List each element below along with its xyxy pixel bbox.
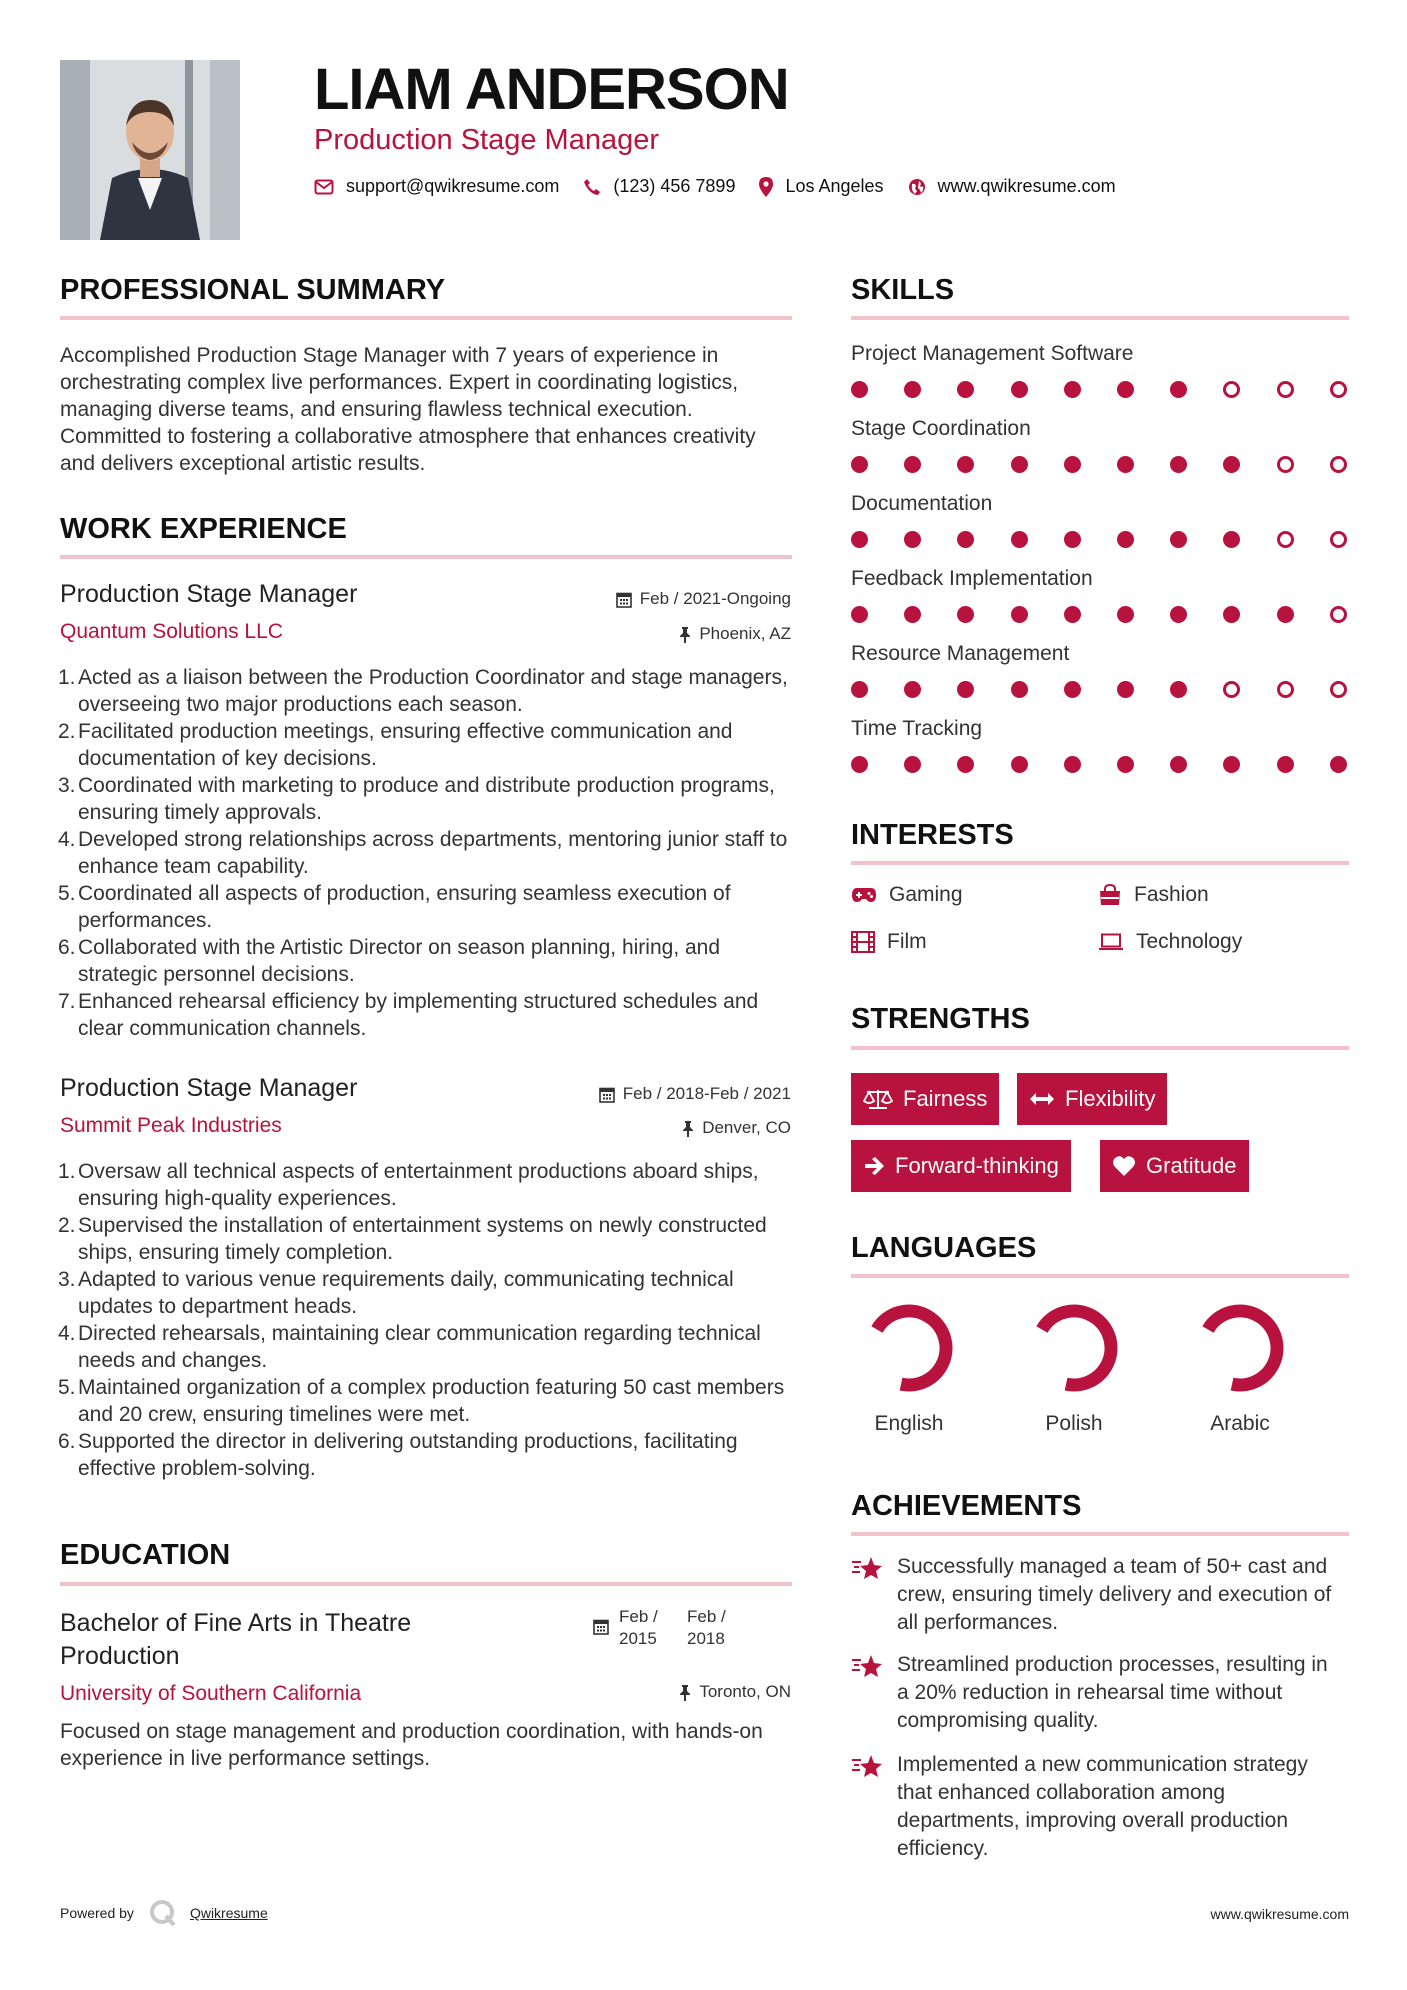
skill-rating — [851, 456, 1351, 476]
rating-dot-filled — [1170, 531, 1187, 548]
list-item — [60, 826, 795, 880]
strength-gratitude — [1100, 1140, 1249, 1192]
language-level-arc — [1192, 1300, 1288, 1396]
list-number: 5. — [58, 882, 76, 905]
rating-dot-filled — [1064, 531, 1081, 548]
rating-dot-filled — [1011, 531, 1028, 548]
education-divider — [60, 1582, 792, 1586]
list-item — [60, 1158, 795, 1212]
achievement-item — [851, 1553, 1337, 1637]
summary-heading: PROFESSIONAL SUMMARY — [60, 274, 446, 306]
rating-dot-filled — [851, 456, 868, 473]
rating-dot-empty — [1277, 681, 1294, 698]
laptop-icon — [1098, 933, 1124, 951]
rating-dot-filled — [1170, 606, 1187, 623]
rating-dot-empty — [1330, 456, 1347, 473]
rating-dot-filled — [1170, 681, 1187, 698]
rating-dot-filled — [957, 531, 974, 548]
interest-label: Film — [887, 930, 927, 953]
interest-label: Gaming — [889, 883, 963, 906]
powered-by-text: Powered by — [60, 1905, 134, 1921]
strength-label: Fairness — [903, 1086, 988, 1111]
shopping-bag-icon — [1098, 884, 1122, 906]
skill-name: Documentation — [851, 492, 993, 515]
skills-divider — [851, 316, 1349, 320]
rating-dot-empty — [1277, 456, 1294, 473]
phone-text: (123) 456 7899 — [613, 176, 736, 196]
rating-dot-filled — [904, 606, 921, 623]
rating-dot-empty — [1223, 381, 1240, 398]
pin-icon — [679, 1684, 691, 1701]
shooting-star-icon — [851, 1653, 883, 1679]
rating-dot-filled — [1117, 531, 1134, 548]
language-level-arc — [861, 1300, 957, 1396]
rating-dot-filled — [1064, 756, 1081, 773]
list-item — [60, 934, 795, 988]
rating-dot-filled — [1223, 756, 1240, 773]
interest-label: Fashion — [1134, 883, 1209, 906]
skill-name: Stage Coordination — [851, 417, 1031, 440]
rating-dot-filled — [957, 456, 974, 473]
pin-icon — [679, 626, 691, 643]
language-label: Arabic — [1210, 1412, 1270, 1435]
rating-dot-filled — [1170, 381, 1187, 398]
rating-dot-filled — [1064, 681, 1081, 698]
bullet-text: Maintained organization of a complex production featuring 50 cast members and 20 crew, ensuring timelines were met. — [78, 1376, 785, 1426]
rating-dot-filled — [851, 531, 868, 548]
job-title: Production Stage Manager — [60, 1074, 358, 1102]
strengths-heading: STRENGTHS — [851, 1003, 1030, 1035]
contact-website[interactable] — [908, 176, 1116, 197]
list-item — [60, 1212, 795, 1266]
candidate-name: LIAM ANDERSON — [314, 57, 789, 122]
rating-dot-filled — [1064, 381, 1081, 398]
profile-photo — [60, 60, 240, 240]
achievement-text: Streamlined production processes, resulting in a 20% reduction in rehearsal time without compromising quality. — [897, 1653, 1328, 1732]
skill-name: Feedback Implementation — [851, 567, 1093, 590]
rating-dot-filled — [1117, 381, 1134, 398]
skills-heading: SKILLS — [851, 274, 955, 306]
interest-label: Technology — [1136, 930, 1243, 953]
language-item — [849, 1300, 969, 1436]
education-degree: Bachelor of Fine Arts in Theatre Production — [60, 1609, 412, 1670]
skill-rating — [851, 606, 1351, 626]
list-number: 6. — [58, 1430, 76, 1453]
interests-divider — [851, 861, 1349, 865]
rating-dot-filled — [1223, 531, 1240, 548]
job-dates — [616, 589, 791, 609]
achievement-item — [851, 1751, 1337, 1863]
language-level-ring — [861, 1300, 957, 1396]
rating-dot-filled — [1011, 456, 1028, 473]
rating-dot-filled — [904, 681, 921, 698]
summary-text: Accomplished Production Stage Manager with 7 years of experience in orchestrating complex live performances. Expert in coordinating logistics, managing diverse teams, and ensuring flawless technical execution. Committed to fostering a collaborative atmosphere that enhances creativity and delivers exceptional artistic results. — [60, 344, 756, 475]
job-location — [682, 1118, 791, 1138]
list-item — [60, 1374, 795, 1428]
experience-divider — [60, 555, 792, 559]
interest-gaming — [851, 883, 963, 907]
rating-dot-filled — [851, 681, 868, 698]
candidate-title: Production Stage Manager — [314, 124, 659, 156]
education-location — [679, 1682, 791, 1702]
shooting-star-icon — [851, 1555, 883, 1581]
contact-phone[interactable] — [583, 176, 735, 197]
rating-dot-filled — [904, 381, 921, 398]
rating-dot-filled — [904, 756, 921, 773]
rating-dot-filled — [1117, 606, 1134, 623]
rating-dot-filled — [1064, 456, 1081, 473]
education-location-text: Toronto, ON — [699, 1682, 791, 1701]
film-icon — [851, 931, 875, 953]
summary-divider — [60, 316, 792, 320]
job-location — [679, 624, 791, 644]
rating-dot-empty — [1330, 531, 1347, 548]
education-start: Feb / 2015 — [619, 1607, 658, 1648]
rating-dot-filled — [957, 606, 974, 623]
list-number: 7. — [58, 990, 76, 1013]
calendar-icon — [593, 1618, 609, 1635]
rating-dot-filled — [1011, 681, 1028, 698]
bullet-text: Supported the director in delivering outstanding productions, facilitating effective problem-solving. — [78, 1430, 738, 1480]
rating-dot-filled — [1011, 381, 1028, 398]
achievement-item — [851, 1651, 1337, 1735]
achievement-text: Successfully managed a team of 50+ cast and crew, ensuring timely delivery and execution of all performances. — [897, 1555, 1332, 1634]
language-level-arc — [1026, 1300, 1122, 1396]
job-dates-text: Feb / 2018-Feb / 2021 — [622, 1084, 791, 1103]
bullet-text: Directed rehearsals, maintaining clear communication regarding technical needs and changes. — [78, 1322, 761, 1372]
language-item — [1180, 1300, 1300, 1436]
strength-label: Forward-thinking — [895, 1153, 1059, 1178]
achievements-divider — [851, 1532, 1349, 1536]
list-item — [60, 988, 795, 1042]
achievements-heading: ACHIEVEMENTS — [851, 1490, 1082, 1522]
rating-dot-filled — [1064, 606, 1081, 623]
rating-dot-empty — [1277, 381, 1294, 398]
interest-film — [851, 930, 927, 954]
email-text: support@qwikresume.com — [346, 176, 560, 196]
location-text: Los Angeles — [785, 176, 884, 196]
rating-dot-filled — [957, 756, 974, 773]
job-dates-text: Feb / 2021-Ongoing — [639, 589, 791, 608]
qwikresume-link[interactable]: Qwikresume — [189, 1905, 268, 1921]
list-number: 4. — [58, 1322, 76, 1345]
rating-dot-filled — [957, 381, 974, 398]
strength-fairness — [851, 1073, 999, 1125]
list-number: 3. — [58, 1268, 76, 1291]
contact-bar — [314, 176, 1140, 197]
skill-rating — [851, 531, 1351, 551]
contact-location — [759, 176, 883, 197]
list-item — [60, 1320, 795, 1374]
bullet-text: Enhanced rehearsal efficiency by implementing structured schedules and clear communication channels. — [78, 990, 759, 1040]
education-description: Focused on stage management and production coordination, with hands-on experience in live performance settings. — [60, 1720, 763, 1770]
rating-dot-filled — [1277, 606, 1294, 623]
list-item — [60, 880, 795, 934]
education-school: University of Southern California — [60, 1682, 362, 1705]
footer-powered-by — [60, 1898, 268, 1928]
rating-dot-filled — [1223, 456, 1240, 473]
rating-dot-filled — [851, 381, 868, 398]
rating-dot-filled — [1011, 756, 1028, 773]
rating-dot-filled — [957, 681, 974, 698]
strength-label: Flexibility — [1065, 1086, 1156, 1111]
skill-rating — [851, 681, 1351, 701]
bullet-text: Developed strong relationships across departments, mentoring junior staff to enhance team capability. — [78, 828, 788, 878]
strength-label: Gratitude — [1146, 1153, 1237, 1178]
list-number: 2. — [58, 720, 76, 743]
gamepad-icon — [851, 887, 877, 903]
language-level-ring — [1026, 1300, 1122, 1396]
qwikresume-logo-icon — [148, 1898, 178, 1928]
language-level-ring — [1192, 1300, 1288, 1396]
list-number: 2. — [58, 1214, 76, 1237]
bullet-text: Facilitated production meetings, ensuring effective communication and documentation of key decisions. — [78, 720, 733, 770]
interest-technology — [1098, 930, 1242, 954]
job-title: Production Stage Manager — [60, 580, 358, 608]
heart-icon — [1112, 1155, 1136, 1177]
rating-dot-filled — [851, 606, 868, 623]
experience-heading: WORK EXPERIENCE — [60, 513, 347, 545]
rating-dot-filled — [904, 531, 921, 548]
rating-dot-empty — [1330, 606, 1347, 623]
list-item — [60, 772, 795, 826]
job-company: Summit Peak Industries — [60, 1114, 282, 1137]
education-heading: EDUCATION — [60, 1539, 231, 1571]
rating-dot-filled — [1011, 606, 1028, 623]
envelope-icon — [314, 179, 334, 195]
job-location-text: Denver, CO — [702, 1118, 791, 1137]
language-label: Polish — [1045, 1412, 1103, 1435]
globe-icon — [908, 178, 926, 196]
rating-dot-empty — [1330, 681, 1347, 698]
achievement-text: Implemented a new communication strategy that enhanced collaboration among departments, improving overall production efficiency. — [897, 1753, 1308, 1860]
bullet-text: Acted as a liaison between the Production Coordinator and stage managers, overseeing two major productions each season. — [78, 666, 788, 716]
balance-scale-icon — [863, 1088, 893, 1110]
list-item — [60, 1266, 795, 1320]
education-dates — [593, 1606, 747, 1650]
job-dates — [599, 1084, 791, 1104]
strengths-divider — [851, 1046, 1349, 1050]
rating-dot-filled — [1117, 456, 1134, 473]
list-number: 6. — [58, 936, 76, 959]
skill-name: Project Management Software — [851, 342, 1134, 365]
skill-rating — [851, 756, 1351, 776]
pin-icon — [682, 1120, 694, 1137]
job-bullets — [60, 1158, 795, 1482]
job-company: Quantum Solutions LLC — [60, 620, 283, 643]
list-item — [60, 664, 795, 718]
website-text: www.qwikresume.com — [937, 176, 1116, 196]
arrows-horizontal-icon — [1029, 1092, 1055, 1106]
phone-icon — [583, 178, 601, 196]
job-bullets — [60, 664, 795, 1042]
language-label: English — [874, 1412, 944, 1435]
list-number: 4. — [58, 828, 76, 851]
list-item — [60, 1428, 795, 1482]
job-location-text: Phoenix, AZ — [699, 624, 791, 643]
skill-rating — [851, 381, 1351, 401]
list-number: 5. — [58, 1376, 76, 1399]
interests-heading: INTERESTS — [851, 819, 1014, 851]
footer-url[interactable]: www.qwikresume.com — [1210, 1906, 1349, 1922]
bullet-text: Coordinated with marketing to produce and distribute production programs, ensuring timely approvals. — [78, 774, 775, 824]
map-marker-icon — [759, 177, 773, 197]
languages-divider — [851, 1274, 1349, 1278]
education-end: Feb / 2018 — [687, 1607, 726, 1648]
arrow-right-icon — [863, 1156, 885, 1176]
strength-forward-thinking — [851, 1140, 1071, 1192]
bullet-text: Oversaw all technical aspects of entertainment productions aboard ships, ensuring high-quality experiences. — [78, 1160, 759, 1210]
bullet-text: Supervised the installation of entertainment systems on newly constructed ships, ensuring timely completion. — [78, 1214, 767, 1264]
rating-dot-empty — [1330, 381, 1347, 398]
rating-dot-filled — [1117, 681, 1134, 698]
list-number: 1. — [58, 1160, 76, 1183]
list-item — [60, 718, 795, 772]
shooting-star-icon — [851, 1753, 883, 1779]
rating-dot-filled — [1170, 456, 1187, 473]
languages-heading: LANGUAGES — [851, 1232, 1037, 1264]
bullet-text: Adapted to various venue requirements daily, communicating technical updates to department heads. — [78, 1268, 734, 1318]
rating-dot-filled — [1117, 756, 1134, 773]
skill-name: Time Tracking — [851, 717, 983, 740]
list-number: 1. — [58, 666, 76, 689]
rating-dot-filled — [1170, 756, 1187, 773]
rating-dot-empty — [1223, 681, 1240, 698]
contact-email[interactable] — [314, 176, 559, 197]
skill-name: Resource Management — [851, 642, 1070, 665]
strength-flexibility — [1017, 1073, 1167, 1125]
rating-dot-filled — [851, 756, 868, 773]
rating-dot-filled — [1223, 606, 1240, 623]
bullet-text: Collaborated with the Artistic Director on season planning, hiring, and strategic personnel decisions. — [78, 936, 721, 986]
rating-dot-filled — [1330, 756, 1347, 773]
rating-dot-filled — [1277, 756, 1294, 773]
list-number: 3. — [58, 774, 76, 797]
interest-fashion — [1098, 883, 1209, 907]
rating-dot-empty — [1277, 531, 1294, 548]
language-item — [1014, 1300, 1134, 1436]
calendar-icon — [616, 591, 632, 608]
rating-dot-filled — [904, 456, 921, 473]
bullet-text: Coordinated all aspects of production, ensuring seamless execution of performances. — [78, 882, 731, 932]
calendar-icon — [599, 1086, 615, 1103]
